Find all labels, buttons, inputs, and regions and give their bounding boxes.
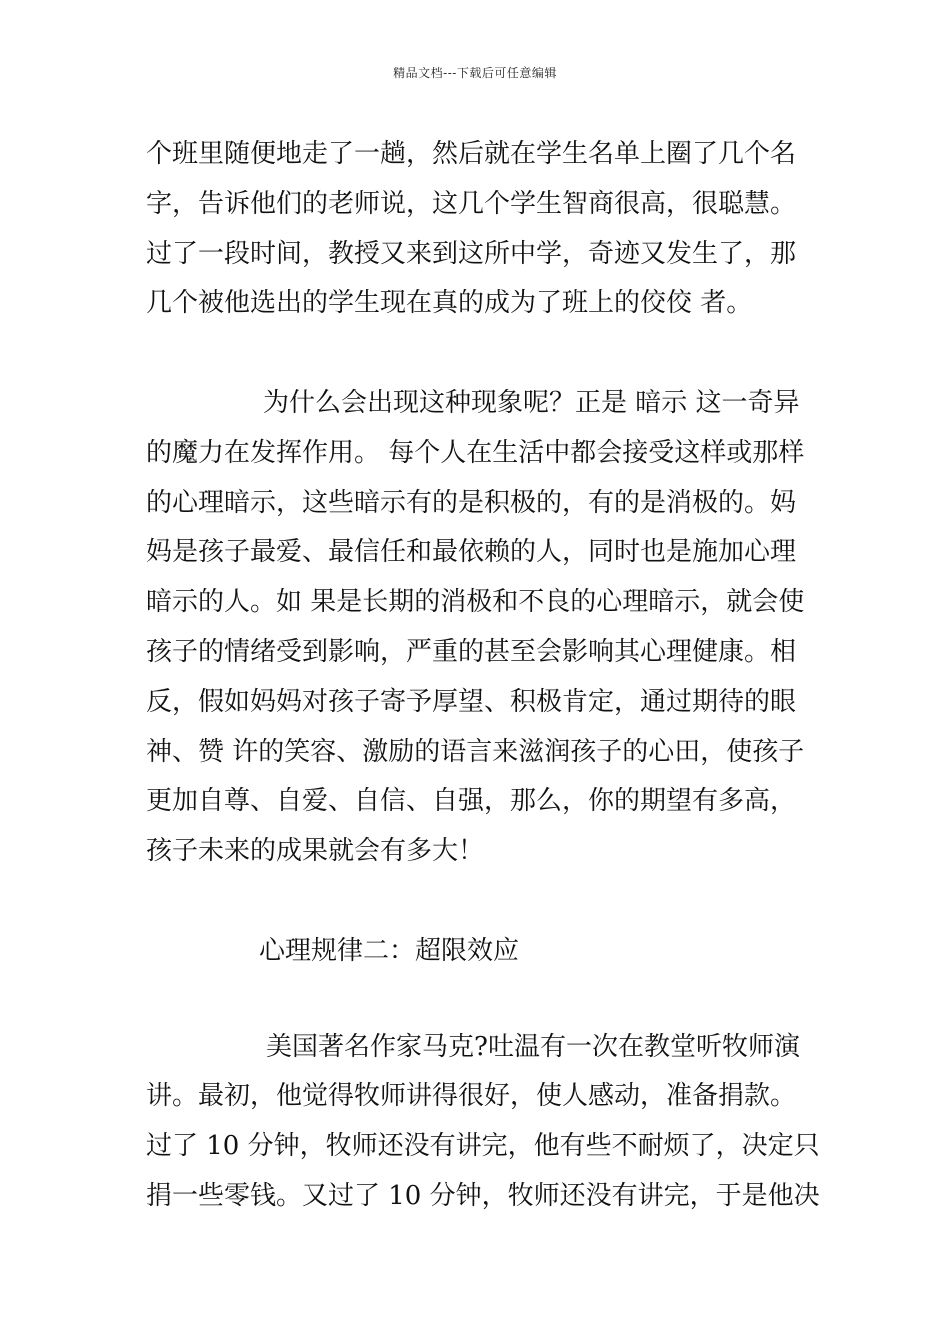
text-line: 讲。最初，他觉得牧师讲得很好，使人感动，准备捐款。: [146, 1081, 797, 1112]
paragraph-overload-effect: [146, 1023, 820, 1222]
text-line: 暗示的人。如 果是长期的消极和不良的心理暗示，就会使: [146, 587, 805, 618]
text-line: 妈是孩子最爱、最信任和最依赖的人，同时也是施加心理: [146, 537, 797, 568]
text-line: 美国著名作家马克?吐温有一次在教堂听牧师演: [266, 1031, 800, 1062]
text-line: 更加自尊、自爱、自信、自强，那么，你的期望有多高，: [146, 786, 797, 817]
text-line: 孩子未来的成果就会有多大！: [146, 836, 485, 867]
text-line: 孩子的情绪受到影响，严重的甚至会影响其心理健康。相: [146, 636, 797, 667]
paragraph-continuation: [146, 130, 810, 329]
text-line: 过了一段时间，教授又来到这所中学，奇迹又发生了，那: [146, 238, 797, 269]
text-line: 的心理暗示，这些暗示有的是积极的，有的是消极的。妈: [146, 487, 797, 518]
text-line: 个班里随便地走了一趟，然后就在学生名单上圈了几个名: [146, 139, 797, 169]
text-line: 反，假如妈妈对孩子寄予厚望、积极肯定，通过期待的眼: [146, 686, 797, 717]
paragraph-hint-effect: [146, 379, 810, 877]
section-heading: [146, 927, 810, 977]
page-header: 精品文档---下载后可任意编辑: [393, 66, 557, 80]
document-body: [146, 130, 820, 1222]
text-line: 几个被他选出的学生现在真的成为了班上的佼佼 者。: [146, 288, 753, 319]
text-line: 的魔力在发挥作用。 每个人在生活中都会接受这样或那样: [146, 437, 805, 468]
heading-text: 心理规律二：超限效应: [259, 935, 520, 966]
text-line: 字，告诉他们的老师说，这几个学生智商很高，很聪慧。: [146, 188, 797, 219]
text-line: 神、赞 许的笑容、激励的语言来滋润孩子的心田，使孩子: [146, 736, 805, 767]
text-line: 捐一些零钱。又过了 10 分钟，牧师还没有讲完，于是他决: [146, 1180, 820, 1211]
text-line: 为什么会出现这种现象呢？正是 暗示 这一奇异: [263, 387, 800, 418]
text-line: 过了 10 分钟，牧师还没有讲完，他有些不耐烦了，决定只: [146, 1131, 820, 1162]
